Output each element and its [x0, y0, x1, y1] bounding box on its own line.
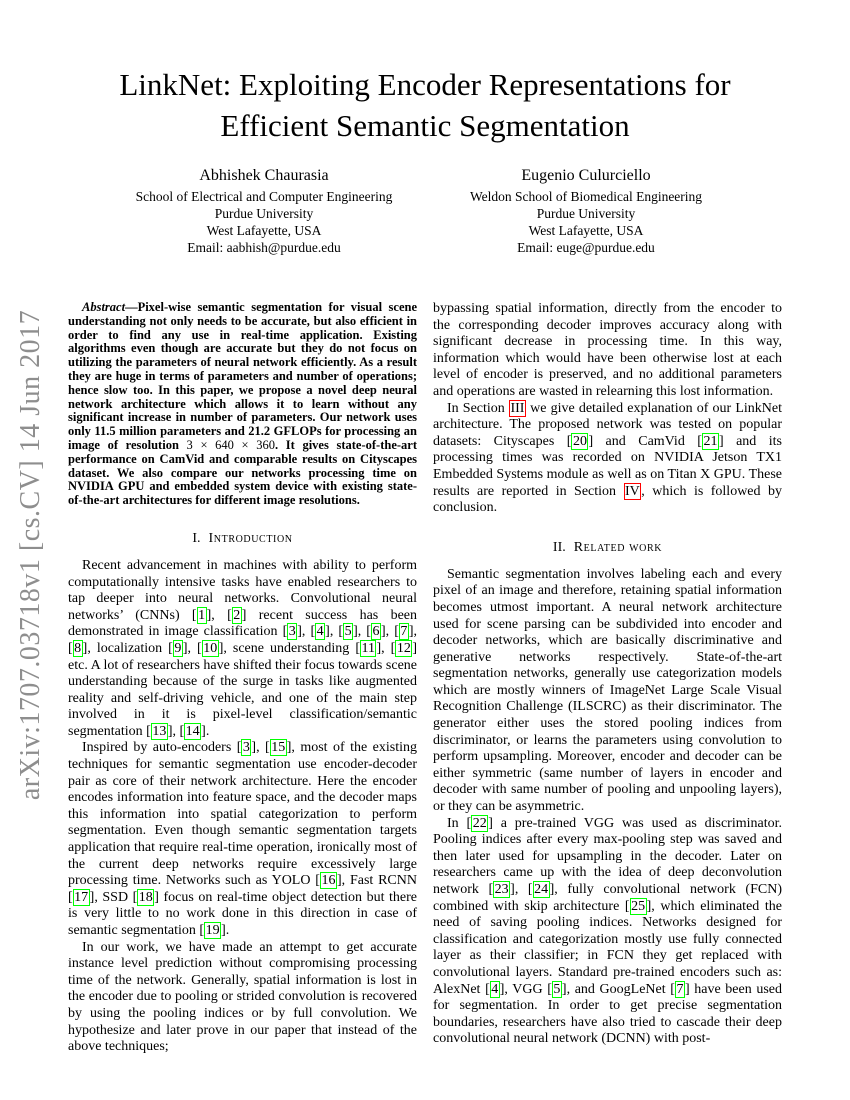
paper-title-line1: LinkNet: Exploiting Encoder Representations for [119, 67, 731, 102]
citation-link[interactable]: 14 [185, 723, 200, 739]
author-block-2 [425, 166, 747, 256]
citation-link[interactable]: 21 [703, 433, 718, 449]
paragraph: In [ 22 ] a pre-trained VGG was used as discriminator. Pooling indices after every max-pooling step was saved and then later used for upsampling in the decoder. Later on researchers came up with the idea of deep deconvolution network [ 23 ], [ 24 ], fully convolutional network (FCN) combined with skip architecture [ 25 ], which eliminated the need of saving pooling indices. Networks designed for classification and categorization mostly use fully connected layer as their classifier; in FCN they get replaced with convolutional layers. Standard pre-trained encoders such as: AlexNet [ 4 ], VGG [ 5 ], and GoogLeNet [ 7 ] have been used for segmentation. In order to get precise segmentation boundaries, researchers have also tried to cascade their deep convolutional neural network (DCNN) with post- [433, 815, 782, 1047]
citation-link[interactable]: 3 [242, 740, 250, 756]
citation-link[interactable]: 25 [631, 898, 646, 914]
author-affiliation: Purdue University [536, 206, 636, 221]
author-block-1 [103, 166, 425, 256]
citation-link[interactable]: 23 [494, 882, 509, 897]
citation-link[interactable]: 6 [372, 624, 380, 640]
citation-link[interactable]: 24 [534, 882, 549, 897]
citation-link[interactable]: 22 [472, 815, 487, 831]
section-heading [433, 540, 782, 556]
paper-title-line2: Efficient Semantic Segmentation [220, 108, 630, 143]
citation-link[interactable]: 19 [205, 923, 220, 939]
paragraph: Semantic segmentation involves labeling each and every pixel of an image and therefore, retaining spatial information becomes utmost important. A neural network architecture used for scene parsing can be subdivided into encoder and decoder networks, which are basically discriminative and generative networks respectively. State-of-the-art segmentation networks, generally use categorization models which are mostly winners of ImageNet Large Scale Visual Recognition Challenge (ILSCRC) as their discriminator. The generator either uses the stored pooling indices from discriminator, or learns the parameters using convolution to perform upsampling. Moreover, encoder and decoder can be either symmetric (same number of layers in encoder and decoder with same number of pooling and unpooling layers), or they can be asymmetric. [433, 566, 782, 815]
citation-link[interactable]: 4 [491, 981, 499, 997]
abstract-label: Abstract [82, 300, 126, 314]
left-column [68, 301, 417, 1056]
citation-link[interactable]: 15 [271, 740, 286, 756]
citation-link[interactable]: 17 [74, 889, 89, 905]
section-title: Related work [573, 539, 663, 555]
paper-title [0, 64, 850, 146]
math-inline: 3 × 640 × 360 [186, 437, 275, 452]
citation-link[interactable]: 9 [174, 640, 182, 656]
section-heading [68, 531, 417, 547]
citation-link[interactable]: 5 [344, 624, 352, 640]
citation-link[interactable]: 16 [321, 873, 336, 889]
section-number: II. [552, 539, 566, 555]
citation-link[interactable]: 2 [233, 607, 241, 623]
authors-row [0, 166, 850, 256]
two-column-body [68, 301, 782, 1056]
paragraph: In Section III we give detailed explanation of our LinkNet architecture. The proposed network was tested on popular datasets: Cityscapes [ 20 ] and CamVid [ 21 ] and its processing times was recorded on NVIDIA Jetson TX1 Embedded Systems module as well as on Titan X GPU. These results are reported in Section IV , which is followed by conclusion. [433, 400, 783, 516]
paragraph: Recent advancement in machines with ability to perform computationally intensive tasks have enabled researchers to tap deeper into neural networks. Convolutional neural networks’ (CNNs) [ 1 ], [ 2 ] recent success has been demonstrated in image classification [ 3 ], [ 4 ], [ 5 ], [ 6 ], [ 7 ], [ 8 ], localization [ 9 ], [ 10 ], scene understanding [ 11 ], [ 12 ] etc. A lot of researchers have shifted their focus towards scene understanding because of the surge in tasks like augmented reality and self-driving vehicle, and one of the main step involved in it is pixel-level classification/semantic segmentation [ 13 ], [ 14 ]. [68, 557, 418, 739]
paragraph: In our work, we have made an attempt to get accurate instance level prediction without compromising processing time of the network. Generally, spatial information is lost in the encoder due to pooling or strided convolution is recovered by using the pooling indices or by full convolution. We hypothesize and later prove in our paper that instead of the above techniques; [68, 939, 417, 1055]
citation-link[interactable]: 3 [288, 624, 296, 640]
author-email: Email: aabhish@purdue.edu [187, 240, 341, 255]
right-column [433, 301, 782, 1056]
citation-link[interactable]: 7 [400, 624, 408, 640]
author-name: Abhishek Chaurasia [199, 167, 329, 184]
abstract-paragraph: Abstract—Pixel-wise semantic segmentation for visual scene understanding not only needs to be accurate, but also efficient in order to find any use in real-time application. Existing algorithms even though are accurate but they do not focus on utilizing the parameters of neural network efficiently. As a result they are huge in terms of parameters and number of operations; hence slow too. In this paper, we propose a novel deep neural network architecture which allows it to learn without any significant increase in number of parameters. Our network uses only 11.5 million parameters and 21.2 GFLOPs for processing an image of resolution 3 × 640 × 360. It gives state-of-the-art performance on CamVid and comparable results on Cityscapes dataset. We also compare our networks processing time on NVIDIA GPU and embedded system device with existing state-of-the-art architectures for different image resolutions. [68, 300, 417, 508]
citation-link[interactable]: 7 [676, 981, 684, 997]
section-number: I. [192, 530, 201, 546]
arxiv-watermark: arXiv:1707.03718v1 [cs.CV] 14 Jun 2017 [15, 309, 46, 801]
author-affiliation: Purdue University [214, 206, 314, 221]
author-name: Eugenio Culurciello [521, 167, 651, 184]
citation-link[interactable]: 5 [553, 981, 561, 997]
citation-link[interactable]: 20 [572, 433, 587, 449]
paragraph: Inspired by auto-encoders [ 3 ], [ 15 ], most of the existing techniques for semantic segmentation use encoder-decoder pair as core of their network architecture. Here the encoder encodes information into feature space, and the decoder maps this information into spatial categorization to perform segmentation. Even though semantic segmentation targets application that require real-time operation, ironically most of the current deep networks require excessively large processing time. Networks such as YOLO [ 16 ], Fast RCNN [ 17 ], SSD [ 18 ] focus on real-time object detection but there is very little to no work done in this direction in case of semantic segmentation [ 19 ]. [68, 740, 418, 939]
author-affiliation: West Lafayette, USA [528, 223, 644, 238]
section-ref-link[interactable]: IV [625, 483, 640, 499]
citation-link[interactable]: 13 [152, 723, 167, 739]
section-ref-link[interactable]: III [510, 400, 525, 416]
author-affiliation: Weldon School of Biomedical Engineering [469, 189, 703, 204]
citation-link[interactable]: 8 [74, 640, 82, 656]
citation-link[interactable]: 18 [138, 889, 153, 905]
citation-link[interactable]: 1 [198, 607, 206, 623]
author-affiliation: School of Electrical and Computer Engineering [135, 189, 393, 204]
citation-link[interactable]: 10 [203, 640, 218, 656]
title-block [0, 64, 850, 146]
citation-link[interactable]: 4 [316, 624, 324, 640]
citation-link[interactable]: 12 [396, 640, 411, 656]
author-affiliation: West Lafayette, USA [206, 223, 322, 238]
section-title: Introduction [208, 530, 293, 546]
author-email: Email: euge@purdue.edu [517, 240, 655, 255]
paragraph: bypassing spatial information, directly from the encoder to the corresponding decoder improves accuracy along with significant decrease in processing time. In this way, information which would have been otherwise lost at each level of encoder is preserved, and no additional parameters and operations are wasted in relearning this lost information. [433, 301, 782, 399]
citation-link[interactable]: 11 [361, 640, 375, 656]
